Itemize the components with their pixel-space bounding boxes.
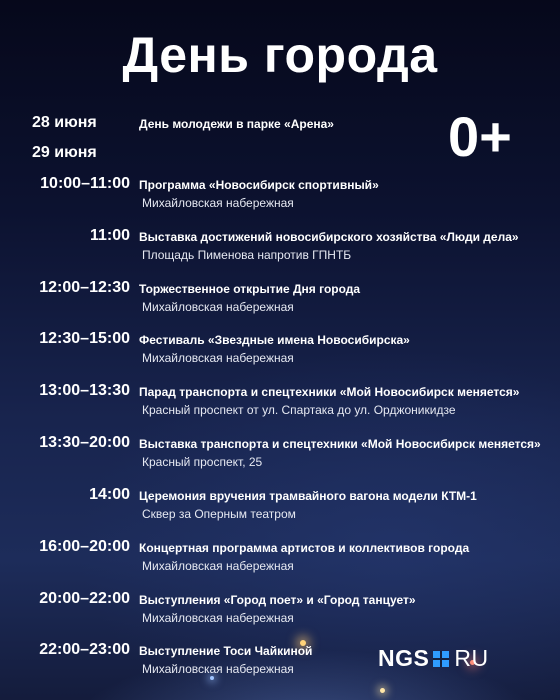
event-title: Концертная программа артистов и коллективов города <box>139 541 470 555</box>
date-label: 28 июня <box>32 114 97 131</box>
city-light <box>380 688 385 693</box>
event-title: Выступления «Город поет» и «Город танцует» <box>139 593 416 607</box>
event-title: Выставка транспорта и спецтехники «Мой Новосибирск меняется» <box>139 437 541 451</box>
event-title: Программа «Новосибирск спортивный» <box>139 178 379 192</box>
logo-ngs-text: NGS <box>378 645 430 671</box>
event-location: Михайловская набережная <box>142 351 294 365</box>
event-location: Михайловская набережная <box>142 300 294 314</box>
event-time: 13:30–20:00 <box>39 434 130 451</box>
event-location: Площадь Пименова напротив ГПНТБ <box>142 248 352 262</box>
event-title: Торжественное открытие Дня города <box>139 282 361 296</box>
event-time: 16:00–20:00 <box>39 538 130 555</box>
event-title: Церемония вручения трамвайного вагона модели КТМ-1 <box>139 489 477 503</box>
city-light <box>210 676 214 680</box>
event-location: Красный проспект от ул. Спартака до ул. Орджоникидзе <box>142 403 456 417</box>
event-location: Красный проспект, 25 <box>142 455 263 469</box>
event-location: Михайловская набережная <box>142 662 294 676</box>
logo-ru-text: RU <box>454 645 489 671</box>
event-title: Выступление Тоси Чайкиной <box>139 644 313 658</box>
age-rating-badge: 0+ <box>448 105 512 168</box>
event-time: 12:00–12:30 <box>39 279 130 296</box>
ngs-logo <box>378 645 489 672</box>
event-time: 20:00–22:00 <box>39 590 130 607</box>
event-time: 22:00–23:00 <box>39 641 130 658</box>
event-location: Михайловская набережная <box>142 559 294 573</box>
event-location: Михайловская набережная <box>142 611 294 625</box>
date-event-title: День молодежи в парке «Арена» <box>139 117 334 131</box>
date-label: 29 июня <box>32 144 97 161</box>
event-time: 12:30–15:00 <box>39 330 130 347</box>
logo-square-icon <box>433 651 449 667</box>
event-time: 11:00 <box>89 227 130 244</box>
event-title: Парад транспорта и спецтехники «Мой Новосибирск меняется» <box>139 385 520 399</box>
event-time: 10:00–11:00 <box>40 175 130 192</box>
event-title: Выставка достижений новосибирского хозяйства «Люди дела» <box>139 230 519 244</box>
event-title: Фестиваль «Звездные имена Новосибирска» <box>139 333 410 347</box>
event-time: 14:00 <box>89 486 130 503</box>
page-title: День города <box>122 27 438 83</box>
event-location: Михайловская набережная <box>142 196 294 210</box>
event-time: 13:00–13:30 <box>39 382 130 399</box>
event-location: Сквер за Оперным театром <box>142 507 296 521</box>
